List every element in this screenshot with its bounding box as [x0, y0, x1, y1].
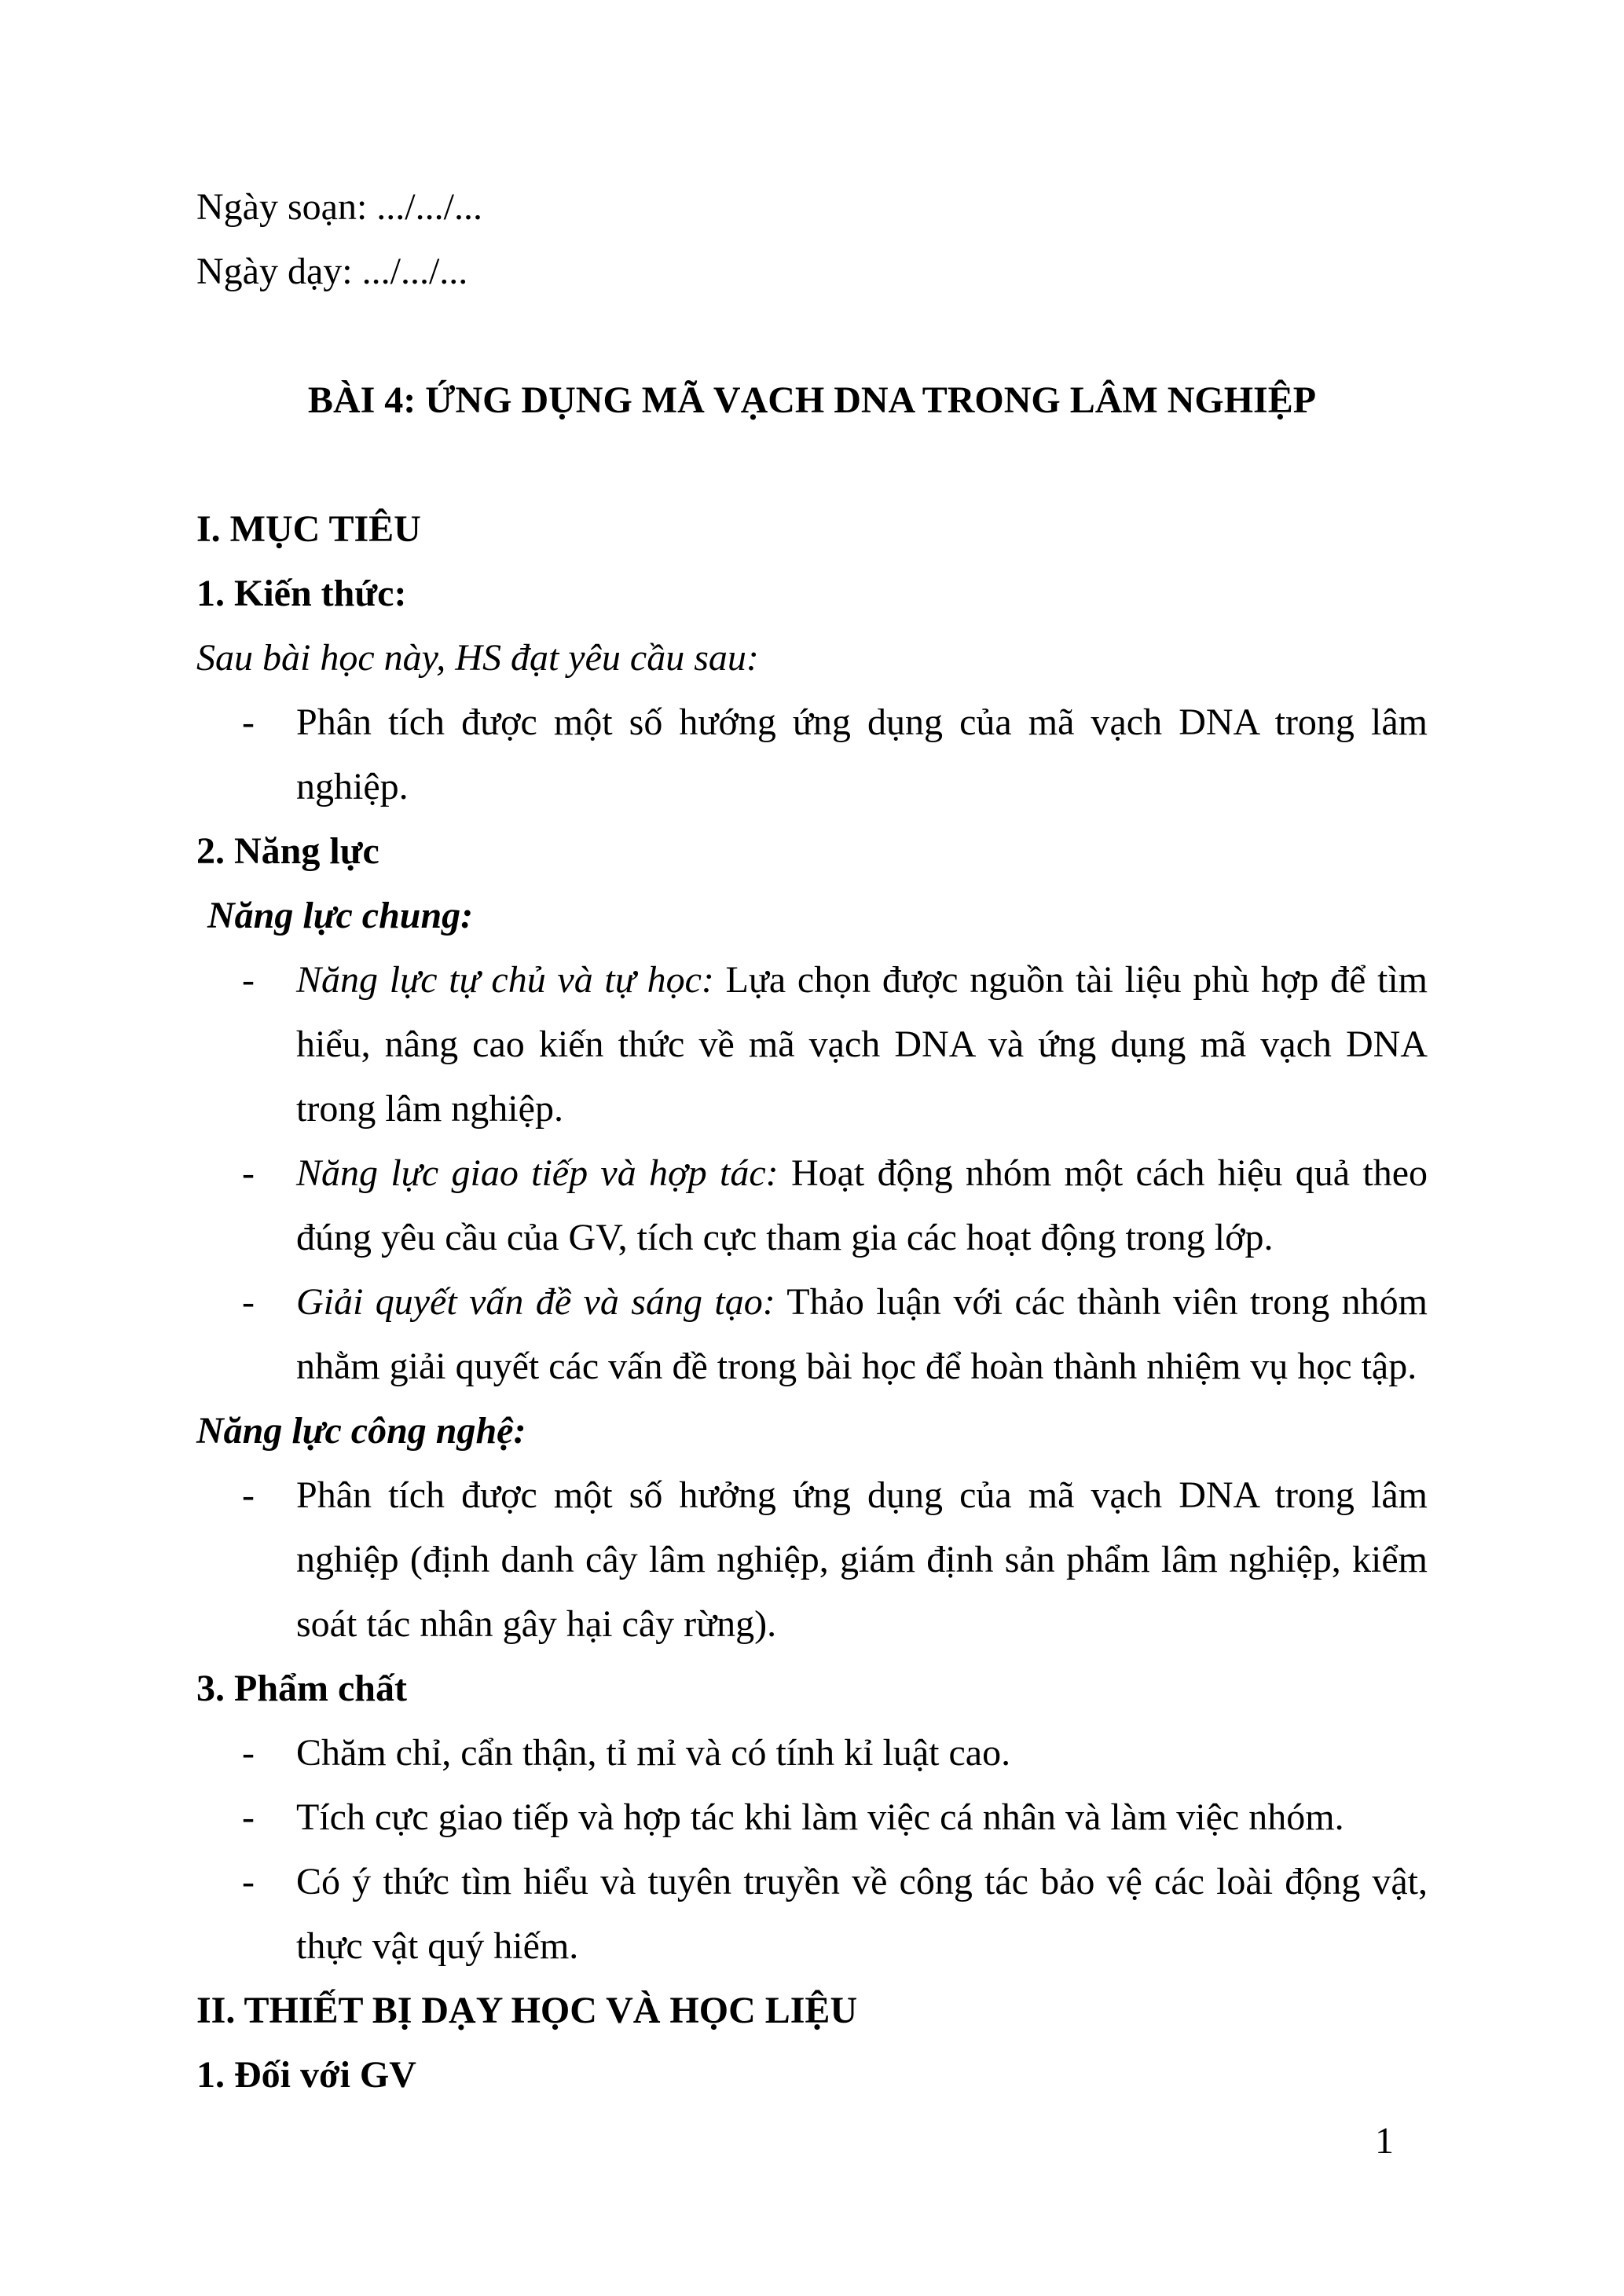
list-item-lead: Năng lực giao tiếp và hợp tác: — [296, 1152, 779, 1194]
section-heading-objectives: I. MỤC TIÊU — [196, 508, 421, 550]
bullet-dash: - — [242, 1281, 255, 1323]
list-item-text: Có ý thức tìm hiểu và tuyên truyền về công tác bảo vệ các loài động vật, — [296, 1861, 1428, 1902]
list-item-text: Tích cực giao tiếp và hợp tác khi làm việc cá nhân và làm việc nhóm. — [296, 1796, 1344, 1838]
bullet-dash: - — [242, 1861, 255, 1902]
list-item — [196, 1141, 1428, 1206]
blank-line — [196, 433, 1428, 497]
bullet-dash: - — [242, 959, 255, 1001]
list-item-continuation: đúng yêu cầu của GV, tích cực tham gia các hoạt động trong lớp. — [296, 1217, 1274, 1258]
list-item-continuation: nghiệp (định danh cây lâm nghiệp, giám định sản phẩm lâm nghiệp, kiểm — [296, 1539, 1428, 1580]
list-item-continuation: nhằm giải quyết các vấn đề trong bài học để hoàn thành nhiệm vụ học tập. — [296, 1346, 1417, 1387]
list-item-text: Chăm chỉ, cẩn thận, tỉ mỉ và có tính kỉ luật cao. — [296, 1732, 1011, 1774]
general-competency-heading: Năng lực chung: — [207, 895, 474, 936]
date-taught-line: Ngày dạy: .../.../... — [196, 251, 468, 292]
list-item-continuation: hiểu, nâng cao kiến thức về mã vạch DNA và ứng dụng mã vạch DNA — [296, 1023, 1428, 1065]
list-item-lead: Giải quyết vấn đề và sáng tạo: — [296, 1281, 775, 1323]
list-item-continuation: trong lâm nghiệp. — [296, 1088, 563, 1130]
subsection-heading-competency: 2. Năng lực — [196, 830, 379, 872]
subsection-heading-teacher: 1. Đối với GV — [196, 2054, 416, 2096]
knowledge-intro: Sau bài học này, HS đạt yêu cầu sau: — [196, 637, 759, 679]
list-item — [196, 1850, 1428, 1914]
date-prepared-line: Ngày soạn: .../.../... — [196, 186, 482, 228]
list-item-text: Phân tích được một số hướng ứng dụng của mã vạch DNA trong lâm — [296, 701, 1428, 743]
bullet-dash: - — [242, 1732, 255, 1774]
bullet-dash: - — [242, 1152, 255, 1194]
blank-line — [196, 304, 1428, 368]
list-item-continuation: thực vật quý hiếm. — [296, 1925, 579, 1967]
page-number: 1 — [1375, 2120, 1394, 2162]
list-item-text: Thảo luận với các thành viên trong nhóm — [775, 1281, 1428, 1323]
list-item — [196, 690, 1428, 755]
list-item — [196, 1463, 1428, 1528]
lesson-title: BÀI 4: ỨNG DỤNG MÃ VẠCH DNA TRONG LÂM NGHIỆP — [307, 379, 1317, 421]
subsection-heading-knowledge: 1. Kiến thức: — [196, 573, 407, 614]
list-item — [196, 1270, 1428, 1335]
technology-competency-heading: Năng lực công nghệ: — [196, 1410, 526, 1452]
list-item — [196, 948, 1428, 1013]
list-item — [196, 1785, 1428, 1850]
list-item-text: Lựa chọn được nguồn tài liệu phù hợp để tìm — [713, 959, 1428, 1001]
document-body — [196, 175, 1428, 2107]
list-item-continuation: nghiệp. — [296, 766, 409, 807]
subsection-heading-qualities: 3. Phẩm chất — [196, 1668, 407, 1709]
bullet-dash: - — [242, 1474, 255, 1516]
list-item-continuation: soát tác nhân gây hại cây rừng). — [296, 1603, 777, 1645]
list-item-text: Phân tích được một số hưởng ứng dụng của mã vạch DNA trong lâm — [296, 1474, 1428, 1516]
list-item-text: Hoạt động nhóm một cách hiệu quả theo — [778, 1152, 1428, 1194]
bullet-dash: - — [242, 701, 255, 743]
bullet-dash: - — [242, 1796, 255, 1838]
list-item-lead: Năng lực tự chủ và tự học: — [296, 959, 714, 1001]
section-heading-equipment: II. THIẾT BỊ DẠY HỌC VÀ HỌC LIỆU — [196, 1990, 858, 2031]
list-item — [196, 1721, 1428, 1785]
